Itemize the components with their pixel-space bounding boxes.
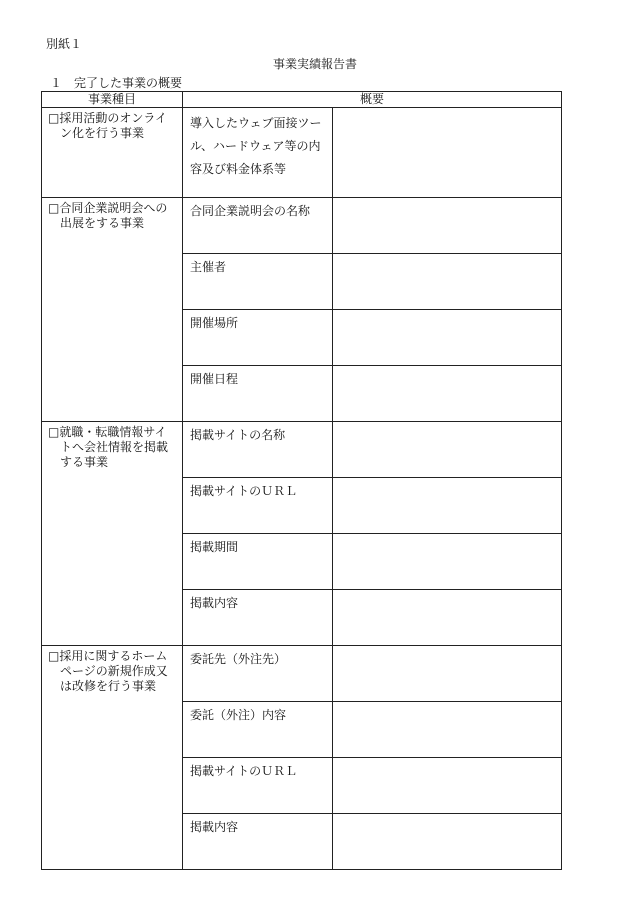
category-label-first: □合同企業説明会への xyxy=(48,201,168,215)
item-value-field[interactable] xyxy=(333,590,562,646)
item-label: 導入したウェブ面接ツール、ハードウェア等の内容及び料金体系等 xyxy=(183,108,333,198)
item-label: 合同企業説明会の名称 xyxy=(183,198,333,254)
item-label: 掲載内容 xyxy=(183,814,333,870)
item-value-field[interactable] xyxy=(333,108,562,198)
table-header-row xyxy=(42,92,562,108)
document-title: 事業実績報告書 xyxy=(272,57,357,71)
item-value-field[interactable] xyxy=(333,198,562,254)
category-label-first: □採用に関するホーム xyxy=(48,649,168,663)
item-label: 委託先（外注先） xyxy=(183,646,333,702)
report-table xyxy=(41,91,562,870)
category-cell xyxy=(42,198,183,422)
item-label: 主催者 xyxy=(183,254,333,310)
item-label: 開催日程 xyxy=(183,366,333,422)
item-value-field[interactable] xyxy=(333,646,562,702)
item-value-field[interactable] xyxy=(333,310,562,366)
section-heading: １ 完了した事業の概要 xyxy=(50,76,183,90)
item-label: 掲載期間 xyxy=(183,534,333,590)
category-label-rest: トへ会社情報を掲載する事業 xyxy=(60,440,169,469)
item-label: 開催場所 xyxy=(183,310,333,366)
table-row xyxy=(42,646,562,702)
item-value-field[interactable] xyxy=(333,254,562,310)
category-label-first: □採用活動のオンライ xyxy=(48,111,167,125)
column-header-overview: 概要 xyxy=(183,92,562,108)
column-header-category: 事業種目 xyxy=(42,92,183,108)
item-value-field[interactable] xyxy=(333,758,562,814)
item-value-field[interactable] xyxy=(333,702,562,758)
category-cell xyxy=(42,422,183,646)
category-cell xyxy=(42,646,183,870)
item-label: 委託（外注）内容 xyxy=(183,702,333,758)
item-label: 掲載サイトの名称 xyxy=(183,422,333,478)
item-label: 掲載サイトのＵＲＬ xyxy=(183,758,333,814)
table-row xyxy=(42,422,562,478)
page-label: 別紙１ xyxy=(46,37,83,51)
item-label: 掲載内容 xyxy=(183,590,333,646)
category-label-first: □就職・転職情報サイ xyxy=(48,425,167,439)
category-cell xyxy=(42,108,183,198)
item-value-field[interactable] xyxy=(333,534,562,590)
item-value-field[interactable] xyxy=(333,422,562,478)
table-row xyxy=(42,108,562,198)
category-label-rest: ページの新規作成又は改修を行う事業 xyxy=(60,664,168,693)
item-value-field[interactable] xyxy=(333,478,562,534)
item-label: 掲載サイトのＵＲＬ xyxy=(183,478,333,534)
category-label-rest: ン化を行う事業 xyxy=(60,126,145,140)
table-row xyxy=(42,198,562,254)
item-value-field[interactable] xyxy=(333,366,562,422)
item-value-field[interactable] xyxy=(333,814,562,870)
category-label-rest: 出展をする事業 xyxy=(60,216,145,230)
